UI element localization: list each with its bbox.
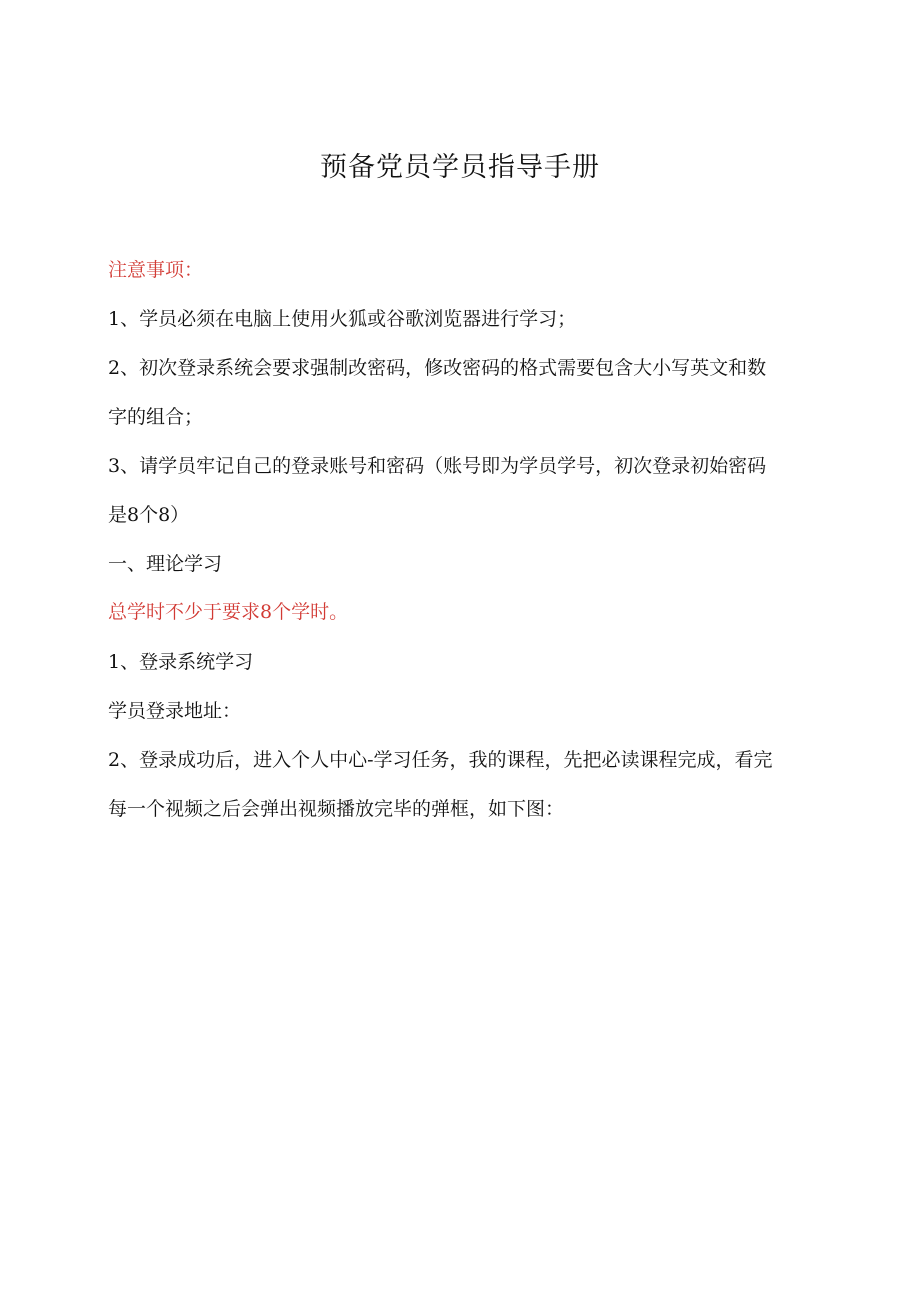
notice-item-3-cont: 是8个8） [108, 504, 190, 526]
page-title: 预备党员学员指导手册 [320, 152, 600, 183]
section-heading-theory: 一、理论学习 [108, 553, 223, 575]
notice-heading: 注意事项： [108, 259, 204, 281]
step-2-courses-cont: 每一个视频之后会弹出视频播放完毕的弹框，如下图： [108, 798, 565, 820]
notice-item-2-cont: 字的组合； [108, 406, 204, 428]
study-hours-requirement: 总学时不少于要求8个学时。 [108, 601, 349, 623]
step-2-courses: 2、登录成功后，进入个人中心-学习任务，我的课程，先把必读课程完成，看完 [108, 749, 773, 771]
notice-item-3: 3、请学员牢记自己的登录账号和密码（账号即为学员学号，初次登录初始密码 [108, 455, 767, 477]
step-1-login: 1、登录系统学习 [108, 651, 254, 673]
notice-item-1: 1、学员必须在电脑上使用火狐或谷歌浏览器进行学习； [108, 308, 577, 330]
login-address-label: 学员登录地址： [108, 700, 242, 722]
notice-item-2: 2、初次登录系统会要求强制改密码，修改密码的格式需要包含大小写英文和数 [108, 357, 767, 379]
